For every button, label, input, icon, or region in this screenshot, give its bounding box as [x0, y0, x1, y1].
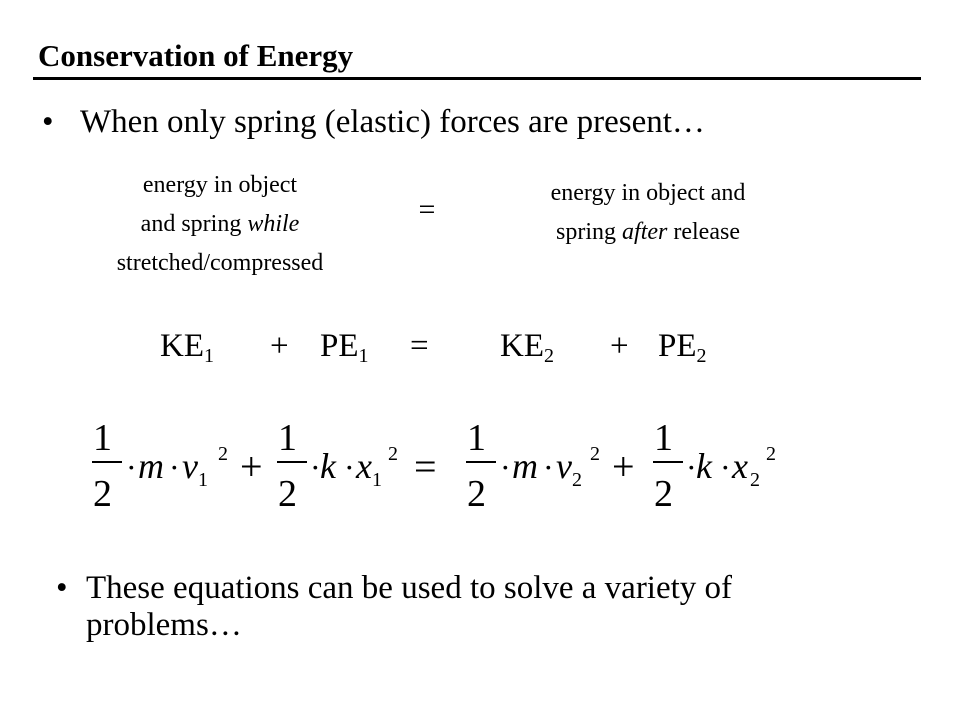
fraction-denominator: 2 [467, 473, 486, 515]
energy-before-line1: energy in object [142, 172, 298, 198]
fraction-numerator: 1 [278, 417, 297, 459]
dot-operator: · [543, 449, 554, 485]
fraction-denominator: 2 [654, 473, 673, 515]
ke2-subscript: 2 [544, 345, 554, 367]
mass-symbol: m [138, 446, 164, 486]
fraction-numerator: 1 [93, 417, 112, 459]
ke1-label: KE [160, 328, 204, 364]
dot-operator: · [310, 449, 321, 485]
pe2-subscript: 2 [696, 345, 707, 367]
dot-operator: · [686, 449, 697, 485]
fraction-numerator: 1 [654, 417, 673, 459]
spring-constant-symbol: k [696, 446, 712, 486]
dot-operator: · [344, 449, 355, 485]
formula-term-ke2 [466, 417, 600, 515]
position-subscript-1: 1 [372, 469, 382, 491]
velocity-symbol: v [182, 446, 198, 486]
bullet-equations-line2: problems… [86, 607, 242, 643]
dot-operator: · [720, 449, 731, 485]
bullet-equations-line1: These equations can be used to solve a variety of [86, 570, 733, 606]
fraction-denominator: 2 [278, 473, 297, 515]
position-subscript-2: 2 [750, 469, 760, 491]
fraction-numerator: 1 [467, 417, 486, 459]
energy-after-after: after [622, 219, 668, 245]
energy-before-while: while [247, 211, 300, 237]
velocity-subscript-1: 1 [198, 469, 208, 491]
bullet-equations-use [56, 570, 856, 644]
position-symbol: x [356, 446, 372, 486]
pe1-label: PE [320, 328, 359, 364]
bullet-dot: • [42, 104, 54, 140]
dot-operator: · [169, 449, 180, 485]
energy-before-line3: stretched/compressed [116, 250, 324, 276]
fraction-denominator: 2 [93, 473, 112, 515]
slide-title: Conservation of Energy [38, 38, 354, 73]
exponent-2: 2 [388, 443, 398, 465]
formula-plus-1: + [240, 444, 263, 489]
exponent-2: 2 [766, 443, 776, 465]
pe2-label: PE [658, 328, 697, 364]
formula-equals: = [414, 444, 437, 489]
energy-after-release: release [667, 219, 740, 245]
exponent-2: 2 [590, 443, 600, 465]
ke2-label: KE [500, 328, 544, 364]
formula-term-pe2 [653, 417, 776, 515]
energy-before-line2-text: and spring [140, 211, 248, 237]
energy-equals-sign: = [418, 193, 436, 226]
mass-symbol: m [512, 446, 538, 486]
energy-after-line1: energy in object and [550, 180, 746, 206]
formula-term-pe1 [277, 417, 398, 515]
dot-operator: · [500, 449, 511, 485]
dot-operator: · [126, 449, 137, 485]
velocity-symbol: v [556, 446, 572, 486]
plus-sign-1: + [270, 328, 289, 364]
exponent-2: 2 [218, 443, 228, 465]
ke1-subscript: 1 [204, 345, 214, 367]
formula-plus-2: + [612, 444, 635, 489]
energy-after-line2-text: spring [556, 219, 623, 245]
plus-sign-2: + [610, 328, 629, 364]
bullet-dot: • [56, 570, 68, 606]
position-symbol: x [732, 446, 748, 486]
pe1-subscript: 1 [358, 345, 369, 367]
spring-constant-symbol: k [320, 446, 336, 486]
bullet-spring-forces-text: When only spring (elastic) forces are present… [80, 104, 705, 140]
velocity-subscript-2: 2 [572, 469, 582, 491]
equals-sign: = [410, 328, 429, 364]
formula-term-ke1 [92, 417, 228, 515]
